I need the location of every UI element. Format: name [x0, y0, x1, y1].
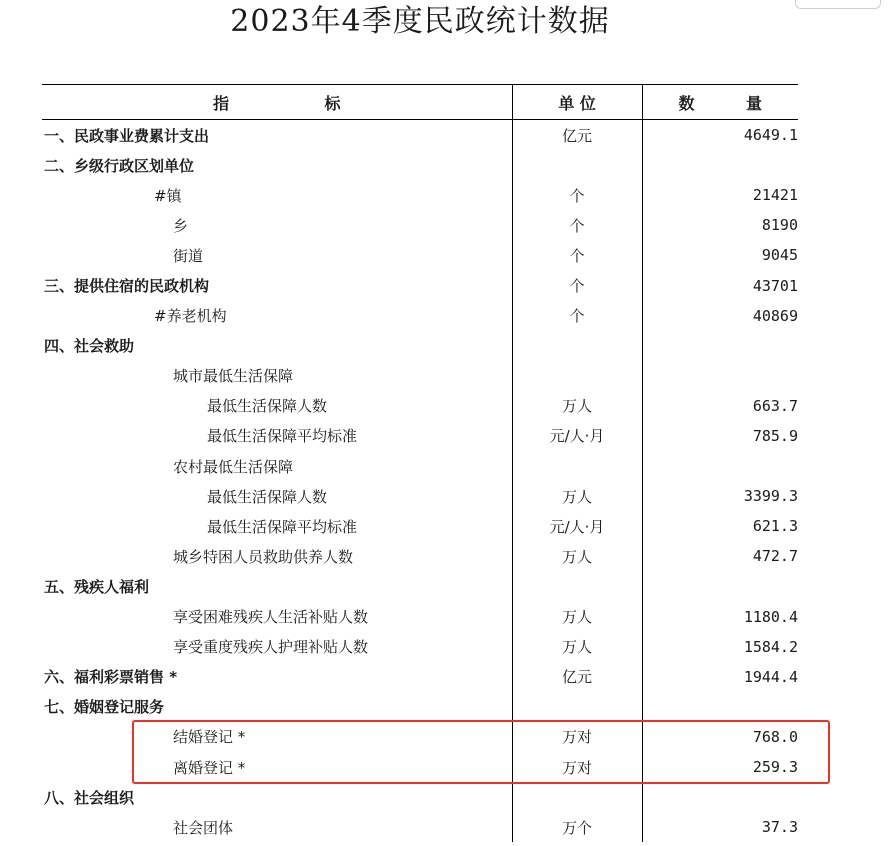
marriage-registration-highlight-box: [132, 720, 830, 784]
unit-cell: 万对: [512, 722, 642, 752]
value-cell: 1180.4: [743, 607, 798, 626]
unit-cell: 亿元: [512, 662, 642, 692]
value-cell: 40869: [752, 306, 798, 325]
unit-cell: 个: [512, 180, 642, 210]
indicator-cell: 三、提供住宿的民政机构: [42, 270, 512, 300]
indicator-cell: 享受重度残疾人护理补贴人数: [42, 632, 512, 662]
unit-cell: 元/人·月: [512, 421, 642, 451]
unit-cell: 万对: [512, 752, 642, 782]
table-row: [42, 571, 798, 601]
table-row: [42, 541, 798, 571]
value-cell: 785.9: [752, 426, 798, 445]
indicator-cell: #养老机构: [42, 301, 512, 331]
value-cell: 9045: [761, 246, 798, 265]
unit-cell: 个: [512, 240, 642, 270]
table-row: [42, 361, 798, 391]
indicator-cell: 六、福利彩票销售 *: [42, 662, 512, 692]
table-row: [42, 421, 798, 451]
indicator-cell: 结婚登记 *: [42, 722, 512, 752]
table-row: [42, 210, 798, 240]
value-cell: 43701: [752, 276, 798, 295]
indicator-cell: 一、民政事业费累计支出: [42, 120, 512, 151]
unit-cell: [512, 361, 642, 391]
unit-cell: 万人: [512, 632, 642, 662]
indicator-cell: 街道: [42, 240, 512, 270]
indicator-cell: 七、婚姻登记服务: [42, 692, 512, 722]
indicator-cell: 最低生活保障人数: [42, 481, 512, 511]
table-row: [42, 662, 798, 692]
value-cell: [642, 782, 798, 812]
table-row: [42, 782, 798, 812]
table-row: [42, 511, 798, 541]
unit-cell: 亿元: [512, 120, 642, 151]
table-row: [42, 632, 798, 662]
table-row: [42, 481, 798, 511]
table-row: [42, 451, 798, 481]
indicator-cell: 享受困难残疾人生活补贴人数: [42, 602, 512, 632]
table-header-row: [42, 85, 798, 120]
value-cell: 21421: [752, 186, 798, 205]
value-cell: 621.3: [752, 517, 798, 536]
indicator-cell: 最低生活保障平均标准: [42, 511, 512, 541]
value-cell: 3399.3: [743, 487, 798, 506]
table-row: [42, 301, 798, 331]
indicator-cell: 离婚登记 *: [42, 752, 512, 782]
unit-cell: [512, 150, 642, 180]
unit-cell: 万人: [512, 602, 642, 632]
indicator-cell: 城乡特困人员救助供养人数: [42, 541, 512, 571]
value-cell: 663.7: [752, 396, 798, 415]
indicator-cell: 最低生活保障平均标准: [42, 421, 512, 451]
unit-cell: [512, 692, 642, 722]
table-row: [42, 150, 798, 180]
unit-cell: 万个: [512, 812, 642, 842]
value-cell: [642, 361, 798, 391]
header-indicator: 指 标: [42, 85, 512, 120]
unit-cell: 万人: [512, 481, 642, 511]
table-row: [42, 120, 798, 151]
table-row: [42, 692, 798, 722]
unit-cell: 万人: [512, 541, 642, 571]
indicator-cell: 最低生活保障人数: [42, 391, 512, 421]
table-row: [42, 180, 798, 210]
table-row: [42, 391, 798, 421]
indicator-cell: 社会团体: [42, 812, 512, 842]
page-title: 2023年4季度民政统计数据: [230, 4, 610, 39]
value-cell: 37.3: [761, 818, 798, 837]
indicator-cell: #镇: [42, 180, 512, 210]
table-row: [42, 240, 798, 270]
unit-cell: 个: [512, 301, 642, 331]
unit-cell: [512, 782, 642, 812]
value-cell: [642, 451, 798, 481]
header-unit: 单 位: [512, 85, 642, 120]
unit-cell: [512, 451, 642, 481]
indicator-cell: 二、乡级行政区划单位: [42, 150, 512, 180]
value-cell: 259.3: [752, 758, 798, 777]
unit-cell: [512, 331, 642, 361]
unit-cell: [512, 571, 642, 601]
table-row: [42, 812, 798, 842]
header-value: 数 量: [642, 85, 798, 120]
indicator-cell: 乡: [42, 210, 512, 240]
indicator-cell: 农村最低生活保障: [42, 451, 512, 481]
value-cell: [642, 692, 798, 722]
unit-cell: 个: [512, 210, 642, 240]
value-cell: 472.7: [752, 547, 798, 566]
indicator-cell: 城市最低生活保障: [42, 361, 512, 391]
unit-cell: 万人: [512, 391, 642, 421]
unit-cell: 个: [512, 270, 642, 300]
value-cell: [642, 571, 798, 601]
value-cell: 1584.2: [743, 637, 798, 656]
unit-cell: 元/人·月: [512, 511, 642, 541]
table-row: [42, 331, 798, 361]
value-cell: [642, 331, 798, 361]
indicator-cell: 五、残疾人福利: [42, 571, 512, 601]
value-cell: 4649.1: [743, 126, 798, 145]
table-row: [42, 270, 798, 300]
value-cell: 768.0: [752, 727, 798, 746]
value-cell: 1944.4: [743, 667, 798, 686]
indicator-cell: 八、社会组织: [42, 782, 512, 812]
indicator-cell: 四、社会救助: [42, 331, 512, 361]
value-cell: 8190: [761, 216, 798, 235]
value-cell: [642, 150, 798, 180]
table-row: [42, 602, 798, 632]
